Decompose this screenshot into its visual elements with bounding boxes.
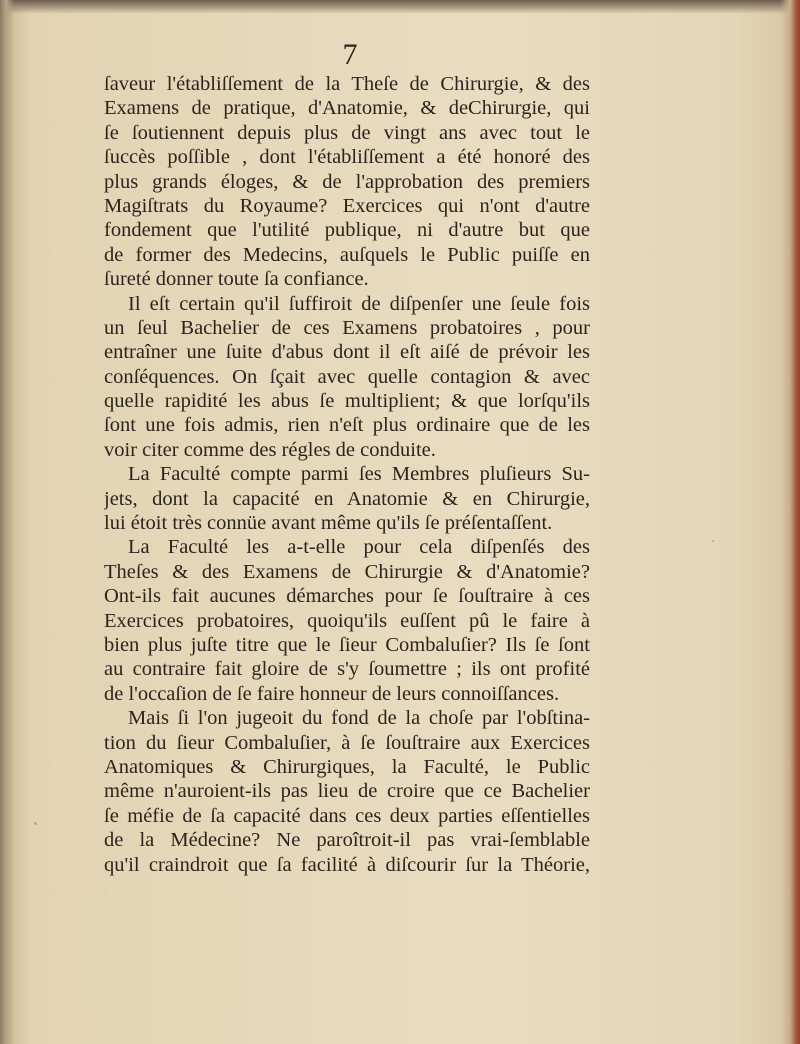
text-line: ſe méfie de ſa capacité dans ces deux parties eſſentielles [104, 804, 590, 827]
text-line: Theſes & des Examens de Chirurgie & d'Anatomie? [104, 560, 590, 583]
text-line: ſe ſoutiennent depuis plus de vingt ans avec tout le [104, 121, 590, 144]
text-line: Mais ſi l'on jugeoit du fond de la choſe par l'obſtina- [128, 707, 590, 730]
text-line: un ſeul Bachelier de ces Examens probatoires , pour [104, 316, 590, 339]
paper-speck [34, 822, 37, 825]
text-line: au contraire fait gloire de s'y ſoumettre ; ils ont profité [104, 658, 590, 681]
text-line: tion du ſieur Combaluſier, à ſe ſouſtraire aux Exercices [104, 731, 590, 754]
text-line: plus grands éloges, & de l'approbation des premiers [104, 170, 590, 193]
text-line: de la Médecine? Ne paroîtroit-il pas vrai-ſemblable [104, 829, 590, 852]
text-line: fondement que l'utilité publique, ni d'autre but que [104, 219, 590, 242]
text-line: ſureté donner toute ſa confiance. [104, 268, 369, 291]
text-line: Examens de pratique, d'Anatomie, & deChirurgie, qui [104, 97, 590, 120]
page-gutter-shadow [0, 0, 14, 1044]
text-line: Il eſt certain qu'il ſuffiroit de diſpenſer une ſeule fois [128, 292, 590, 315]
page-number: 7 [342, 38, 358, 71]
text-line: de l'occaſion de ſe faire honneur de leurs connoiſſances. [104, 682, 560, 705]
text-line: Exercices probatoires, quoiqu'ils euſſent pû le faire à [104, 609, 590, 632]
text-line: lui étoit très connüe avant même qu'ils ſe préſentaſſent. [104, 512, 553, 535]
text-line: jets, dont la capacité en Anatomie & en Chirurgie, [104, 487, 590, 510]
text-line: même n'auroient-ils pas lieu de croire que ce Bachelier [104, 780, 590, 803]
book-cover-edge [780, 0, 800, 1044]
text-line: bien plus juſte titre que le ſieur Combaluſier? Ils ſe ſont [104, 633, 590, 656]
text-line: Anatomiques & Chirurgiques, la Faculté, le Public [104, 755, 590, 778]
text-line: La Faculté compte parmi ſes Membres pluſieurs Su- [128, 463, 590, 486]
text-line: ſont une fois admis, rien n'eſt plus ordinaire que de les [104, 414, 590, 437]
body-text [104, 72, 590, 877]
text-line: entraîner une ſuite d'abus dont il eſt aiſé de prévoir les [104, 341, 590, 364]
text-line: conſéquences. On ſçait avec quelle contagion & avec [104, 365, 590, 388]
text-line: qu'il craindroit que ſa facilité à diſcourir ſur la Théorie, [104, 853, 590, 876]
text-line: voir citer comme des régles de conduite. [104, 438, 436, 461]
text-line: La Faculté les a-t-elle pour cela diſpenſés des [128, 536, 590, 559]
text-line: ſuccès poſſible , dont l'établiſſement a été honoré des [104, 146, 590, 169]
text-line: Ont-ils fait aucunes démarches pour ſe ſouſtraire à ces [104, 585, 590, 608]
paper-speck [712, 540, 714, 542]
page-top-shadow [0, 0, 800, 14]
text-line: de former des Medecins, auſquels le Public puiſſe en [104, 243, 590, 266]
text-line: ſaveur l'établiſſement de la Theſe de Chirurgie, & des [104, 73, 590, 95]
text-line: Magiſtrats du Royaume? Exercices qui n'ont d'autre [104, 194, 590, 217]
text-line: quelle rapidité les abus ſe multiplient; & que lorſqu'ils [104, 390, 590, 413]
